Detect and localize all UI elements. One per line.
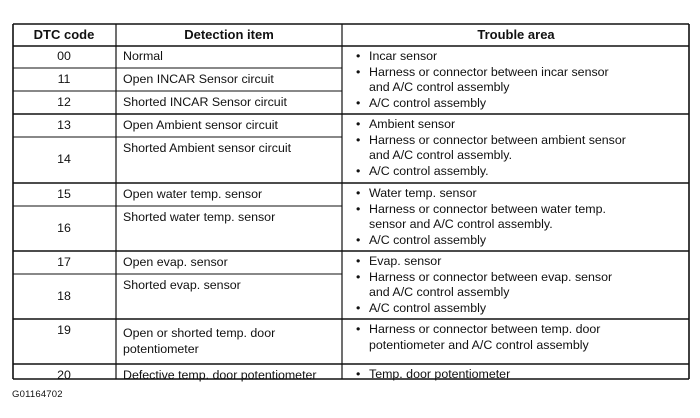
trouble-area-item xyxy=(356,285,510,301)
bullet-icon: • xyxy=(356,201,361,216)
detection-item: Normal xyxy=(123,49,163,64)
dtc-code: 18 xyxy=(57,288,71,303)
trouble-area-text: A/C control assembly xyxy=(369,300,487,315)
dtc-table xyxy=(12,23,690,383)
detection-item: Open evap. sensor xyxy=(123,254,228,269)
detection-item: Open water temp. sensor xyxy=(123,186,263,201)
detection-item: Shorted Ambient sensor circuit xyxy=(123,141,292,155)
trouble-area-text: A/C control assembly xyxy=(369,95,487,110)
detection-item: potentiometer xyxy=(123,341,199,356)
dtc-code: 11 xyxy=(57,71,71,86)
trouble-area-text: Harness or connector between temp. door xyxy=(369,322,601,336)
bullet-icon: • xyxy=(356,95,361,110)
trouble-area-item xyxy=(356,133,626,149)
detection-item: Shorted water temp. sensor xyxy=(123,210,276,224)
figure-reference: G01164702 xyxy=(12,389,63,400)
detection-item: Open INCAR Sensor circuit xyxy=(123,71,274,86)
trouble-area-text: sensor and A/C control assembly. xyxy=(369,217,553,231)
trouble-area-text: Harness or connector between incar sensor xyxy=(369,64,609,79)
detection-item: Shorted INCAR Sensor circuit xyxy=(123,94,287,109)
trouble-area-item xyxy=(356,202,606,218)
trouble-area-text: and A/C control assembly. xyxy=(369,148,513,162)
trouble-area-text: and A/C control assembly xyxy=(369,285,510,299)
trouble-area-item xyxy=(356,186,477,202)
bullet-icon: • xyxy=(356,254,361,268)
bullet-icon: • xyxy=(356,232,361,247)
header-dtc-code: DTC code xyxy=(33,26,95,42)
trouble-area-text: Temp. door potentiometer xyxy=(369,367,511,381)
trouble-area-item xyxy=(356,164,489,180)
trouble-area-text: Incar sensor xyxy=(369,49,438,63)
trouble-area-item xyxy=(356,96,486,112)
dtc-code: 13 xyxy=(57,117,71,132)
detection-item: Shorted evap. sensor xyxy=(123,278,241,292)
trouble-area-text: Harness or connector between evap. sensor xyxy=(369,269,613,284)
bullet-icon: • xyxy=(356,186,361,200)
trouble-area-text: Harness or connector between ambient sensor xyxy=(369,132,626,147)
trouble-area-item xyxy=(356,367,510,383)
trouble-area-item xyxy=(356,270,612,286)
dtc-code: 19 xyxy=(57,323,71,337)
header-trouble-area: Trouble area xyxy=(477,26,555,42)
bullet-icon: • xyxy=(356,163,361,178)
detection-item: Defective temp. door potentiometer xyxy=(123,368,317,383)
trouble-area-item xyxy=(356,65,609,81)
bullet-icon: • xyxy=(356,300,361,315)
trouble-area-text: A/C control assembly xyxy=(369,232,487,247)
trouble-area-item xyxy=(356,217,553,233)
trouble-area-text: A/C control assembly. xyxy=(369,163,489,178)
detection-item: Open or shorted temp. door xyxy=(123,326,276,340)
dtc-code: 14 xyxy=(57,152,71,167)
trouble-area-text: Harness or connector between water temp. xyxy=(369,201,606,216)
dtc-code: 00 xyxy=(57,49,71,64)
dtc-code: 20 xyxy=(57,368,71,383)
trouble-area-item xyxy=(356,117,455,133)
bullet-icon: • xyxy=(356,367,361,381)
bullet-icon: • xyxy=(356,132,361,147)
trouble-area-text: potentiometer and A/C control assembly xyxy=(369,337,589,352)
dtc-code: 16 xyxy=(57,220,71,235)
trouble-area-text: Ambient sensor xyxy=(369,117,456,131)
bullet-icon: • xyxy=(356,117,361,131)
detection-item: Open Ambient sensor circuit xyxy=(123,117,278,132)
dtc-code: 15 xyxy=(57,186,71,201)
trouble-area-item xyxy=(356,233,486,249)
dtc-code: 12 xyxy=(57,94,71,109)
trouble-area-item xyxy=(356,338,589,354)
bullet-icon: • xyxy=(356,269,361,284)
header-detection-item: Detection item xyxy=(184,26,274,42)
trouble-area-text: Water temp. sensor xyxy=(369,186,477,200)
trouble-area-item xyxy=(356,80,510,96)
trouble-area-text: Evap. sensor xyxy=(369,254,442,268)
trouble-area-item xyxy=(356,322,600,338)
trouble-area-text: and A/C control assembly xyxy=(369,80,510,94)
bullet-icon: • xyxy=(356,49,361,63)
trouble-area-item xyxy=(356,254,441,270)
trouble-area-item xyxy=(356,301,486,317)
trouble-area-item xyxy=(356,49,437,65)
bullet-icon: • xyxy=(356,64,361,79)
bullet-icon: • xyxy=(356,322,361,336)
trouble-area-item xyxy=(356,148,512,164)
dtc-code: 17 xyxy=(57,254,71,269)
